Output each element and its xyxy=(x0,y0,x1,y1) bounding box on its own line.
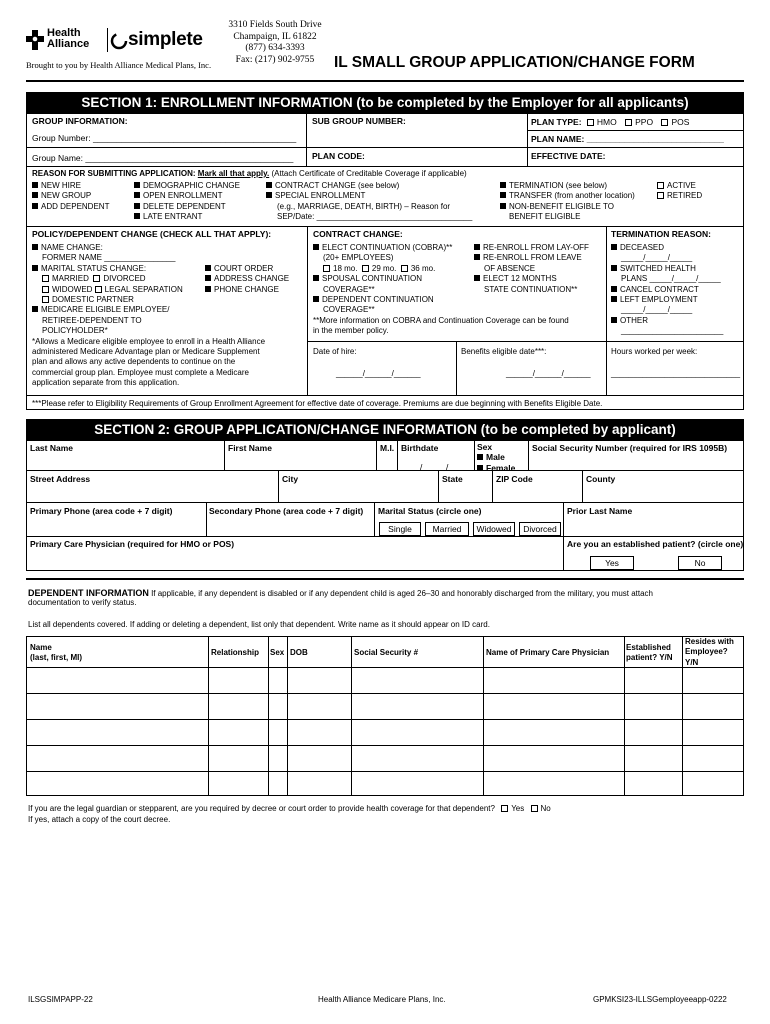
street-address-label: Street Address xyxy=(30,474,91,484)
prior-last-name-label: Prior Last Name xyxy=(567,506,633,516)
plan-pos-checkbox[interactable] xyxy=(661,119,668,126)
col-resides-3: Y/N xyxy=(685,657,699,667)
spousal-coverage-label: COVERAGE** xyxy=(323,284,375,294)
guardian-question xyxy=(28,804,551,814)
tagline: Brought to you by Health Alliance Medical Plans, Inc. xyxy=(26,60,212,70)
established-no-option[interactable]: No xyxy=(678,556,722,570)
col-ssn-header: Social Security # xyxy=(354,648,419,657)
sex-label: Sex xyxy=(477,442,493,452)
date-of-hire-field[interactable]: ______/______/______ xyxy=(336,369,421,378)
col-name-header xyxy=(30,643,82,664)
dependent-title-line2: documentation to verify status. xyxy=(28,598,137,607)
benefits-eligible-field[interactable]: ______/______/______ xyxy=(506,369,591,378)
medicare-note-1: *Allows a Medicare eligible employee to enroll in a Health Alliance xyxy=(32,336,266,346)
left-employment-checkbox[interactable] xyxy=(611,296,617,302)
col-pcp-header: Name of Primary Care Physician xyxy=(486,648,610,657)
contract-change-col-b xyxy=(474,243,589,295)
footer-form-code: ILSGSIMPAPP-22 xyxy=(28,995,93,1004)
medicare-eligible-label-1: MEDICARE ELIGIBLE EMPLOYEE/ xyxy=(41,305,170,315)
group-name-field[interactable]: Group Name: ____________________________________________ xyxy=(32,153,294,163)
date-of-hire-label: Date of hire: xyxy=(313,347,357,356)
medicare-note-3: plan and allows any active dependents to continue on the xyxy=(32,357,236,367)
established-yes-option[interactable]: Yes xyxy=(590,556,634,570)
phone-change-checkbox[interactable] xyxy=(205,286,211,292)
open-enrollment-checkbox[interactable] xyxy=(134,192,140,198)
first-name-label: First Name xyxy=(228,443,272,453)
cobra-label: ELECT CONTINUATION (COBRA)** xyxy=(322,243,453,252)
logo-text-health: Health xyxy=(47,27,81,39)
medicare-note-2: administered Medicare Advantage plan or Medicare Supplement xyxy=(32,347,260,357)
legal-separation-checkbox[interactable] xyxy=(95,286,102,293)
spousal-continuation-checkbox[interactable] xyxy=(313,275,319,281)
switched-health-label: SWITCHED HEALTH xyxy=(620,263,696,273)
footer-doc-id: GPMKSI23-ILLSGemployeeapp-0222 xyxy=(593,995,727,1004)
secondary-phone-label: Secondary Phone (area code + 7 digit) xyxy=(209,506,364,516)
guardian-yes-checkbox[interactable] xyxy=(501,805,508,812)
medicare-note-5: application separate from this application. xyxy=(32,378,180,388)
pcp-label: Primary Care Physician (required for HMO or POS) xyxy=(30,539,235,549)
guardian-yes-label: Yes xyxy=(511,804,525,813)
termination-header: TERMINATION REASON: xyxy=(611,229,711,239)
cobra-29-checkbox[interactable] xyxy=(362,265,369,272)
left-employment-label: LEFT EMPLOYMENT xyxy=(620,295,698,305)
established-patient-label: Are you an established patient? (circle one) xyxy=(567,539,744,549)
plan-type-row xyxy=(531,117,689,127)
effective-date-label: EFFECTIVE DATE: xyxy=(531,151,606,161)
benefit-eligible-label: BENEFIT ELIGIBLE xyxy=(509,212,581,222)
new-group-checkbox[interactable] xyxy=(32,192,38,198)
col-name-2: (last, first, MI) xyxy=(30,653,83,663)
switched-plans-date-field[interactable]: PLANS _____/_____/_____ xyxy=(621,274,721,284)
hours-worked-label: Hours worked per week: xyxy=(611,347,698,356)
active-label: ACTIVE xyxy=(667,181,696,190)
guardian-no-label: No xyxy=(540,804,551,813)
fax-number: Fax: (217) 902-9755 xyxy=(235,55,315,66)
plan-pos-label: POS xyxy=(671,117,690,127)
widowed-checkbox[interactable] xyxy=(42,286,49,293)
delete-dependent-checkbox[interactable] xyxy=(134,203,140,209)
termination-label: TERMINATION (see below) xyxy=(509,181,608,190)
health-alliance-logo xyxy=(26,28,106,56)
reason-header xyxy=(32,169,467,179)
non-benefit-eligible-label: NON-BENEFIT ELIGIBLE TO xyxy=(509,201,614,211)
open-enrollment-label: OPEN ENROLLMENT xyxy=(143,191,223,201)
col-name-1: Name xyxy=(30,643,52,652)
guardian-question-text: If you are the legal guardian or stepparent, are you required by decree or court order to provide health coverage for that dependent? xyxy=(28,804,495,813)
special-enrollment-checkbox[interactable] xyxy=(266,192,272,198)
new-hire-label: NEW HIRE xyxy=(41,181,81,190)
female-label: Female xyxy=(486,462,516,473)
reasons-col3 xyxy=(266,181,472,223)
dependent-continuation-checkbox[interactable] xyxy=(313,296,319,302)
elect-12-months-label: ELECT 12 MONTHS xyxy=(483,274,557,284)
cobra-note-1: **More information on COBRA and Continuation Coverage can be found xyxy=(313,315,569,325)
marital-widowed-option[interactable]: Widowed xyxy=(473,522,515,536)
sub-group-number-label: SUB GROUP NUMBER: xyxy=(312,116,406,126)
cancel-contract-checkbox[interactable] xyxy=(611,286,617,292)
special-enrollment-note: (e.g., MARRIAGE, DEATH, BIRTH) – Reason for xyxy=(277,201,451,211)
male-label: Male xyxy=(486,452,505,463)
contract-change-checkbox[interactable] xyxy=(266,182,272,188)
reenroll-layoff-checkbox[interactable] xyxy=(474,244,480,250)
contract-change-header: CONTRACT CHANGE: xyxy=(313,229,403,239)
special-enrollment-label: SPECIAL ENROLLMENT xyxy=(275,191,366,201)
late-entrant-label: LATE ENTRANT xyxy=(143,212,203,222)
marital-single-option[interactable]: Single xyxy=(379,522,421,536)
address-line-2: Champaign, IL 61822 xyxy=(233,31,317,42)
transfer-label: TRANSFER (from another location) xyxy=(509,191,635,201)
medicare-eligible-checkbox[interactable] xyxy=(32,306,38,312)
dependent-coverage-label: COVERAGE** xyxy=(323,305,375,315)
other-label: OTHER xyxy=(620,315,648,325)
retired-label: RETIRED xyxy=(667,191,703,201)
reenroll-layoff-label: RE-ENROLL FROM LAY-OFF xyxy=(483,243,589,252)
col-established-1: Established xyxy=(626,643,671,652)
plan-hmo-checkbox[interactable] xyxy=(587,119,594,126)
medicare-eligible-label-2: RETIREE-DEPENDENT TO xyxy=(42,315,142,325)
mi-label: M.I. xyxy=(380,443,395,453)
state-continuation-label: STATE CONTINUATION** xyxy=(484,284,578,294)
court-order-checkbox[interactable] xyxy=(205,265,211,271)
benefits-eligible-label: Benefits eligible date***: xyxy=(461,347,547,356)
cobra-18-checkbox[interactable] xyxy=(323,265,330,272)
phone-change-label: PHONE CHANGE xyxy=(214,284,279,294)
retired-checkbox[interactable] xyxy=(657,192,664,199)
new-hire-checkbox[interactable] xyxy=(32,182,38,188)
demographic-change-checkbox[interactable] xyxy=(134,182,140,188)
col-sex-header: Sex xyxy=(270,648,285,657)
former-name-field[interactable]: FORMER NAME ________________ xyxy=(42,253,176,263)
reasons-col2 xyxy=(134,181,240,223)
simplete-swirl-icon xyxy=(110,32,128,50)
col-resides-header xyxy=(685,637,734,668)
reasons-col1 xyxy=(32,181,109,212)
left-employment-date-field[interactable]: _____/_____/_____ xyxy=(621,305,693,315)
termination-checkbox[interactable] xyxy=(500,182,506,188)
logo-text-alliance: Alliance xyxy=(47,38,90,50)
footer-company: Health Alliance Medicare Plans, Inc. xyxy=(318,995,446,1004)
plan-ppo-checkbox[interactable] xyxy=(625,119,632,126)
plan-ppo-label: PPO xyxy=(635,117,654,127)
dependent-continuation-label: DEPENDENT CONTINUATION xyxy=(322,295,434,305)
plan-hmo-label: HMO xyxy=(596,117,617,127)
state-label: State xyxy=(442,474,463,484)
zip-label: ZIP Code xyxy=(496,474,533,484)
group-information-label: GROUP INFORMATION: xyxy=(32,116,128,126)
policy-change-header: POLICY/DEPENDENT CHANGE (CHECK ALL THAT APPLY): xyxy=(32,229,272,239)
simplete-logo xyxy=(110,28,216,54)
elect-12-months-checkbox[interactable] xyxy=(474,275,480,281)
marital-married-option[interactable]: Married xyxy=(425,522,469,536)
sex-block xyxy=(477,442,515,473)
eligibility-note: ***Please refer to Eligibility Requirements of Group Enrollment Agreement for effective date of coverage. Premiums are due beginning with Benefits Eligible Date. xyxy=(32,399,603,408)
widowed-label: WIDOWED xyxy=(52,284,93,294)
reasons-col4 xyxy=(500,181,635,223)
switched-health-checkbox[interactable] xyxy=(611,265,617,271)
domestic-partner-checkbox[interactable] xyxy=(42,296,49,303)
cancel-contract-label: CANCEL CONTRACT xyxy=(620,284,699,294)
plan-type-label: PLAN TYPE: xyxy=(531,117,582,127)
status-col xyxy=(657,181,702,202)
birthdate-field[interactable]: / / xyxy=(420,462,449,472)
marital-status-checkbox[interactable] xyxy=(32,265,38,271)
spousal-continuation-label: SPOUSAL CONTINUATION xyxy=(322,274,423,284)
non-benefit-eligible-checkbox[interactable] xyxy=(500,203,506,209)
address-change-label: ADDRESS CHANGE xyxy=(214,274,290,284)
birthdate-label: Birthdate xyxy=(401,443,439,453)
dependent-list-note: List all dependents covered. If adding or deleting a dependent, list only that dependent. Write name as it should appear on ID card. xyxy=(28,620,490,629)
court-order-label: COURT ORDER xyxy=(214,264,274,273)
marital-status-label-s2: Marital Status (circle one) xyxy=(378,506,482,516)
name-change-checkbox[interactable] xyxy=(32,244,38,250)
cobra-29-label: 29 mo. xyxy=(371,263,397,273)
guardian-no-checkbox[interactable] xyxy=(531,805,538,812)
divorced-label: DIVORCED xyxy=(103,274,146,284)
add-dependent-checkbox[interactable] xyxy=(32,203,38,209)
plan-name-field[interactable]: PLAN NAME: _____________________________ xyxy=(531,134,724,144)
cobra-note-2: in the member policy. xyxy=(313,326,389,336)
col-resides-2: Employee? xyxy=(685,647,728,657)
reason-mark: Mark all that apply. xyxy=(197,169,270,178)
marital-status-label: MARITAL STATUS CHANGE: xyxy=(41,263,147,273)
col-relationship-header: Relationship xyxy=(211,648,260,657)
medicare-note-4: commercial group plan. Employee must complete a Medicare xyxy=(32,367,249,377)
medicare-eligible-label-3: POLICYHOLDER* xyxy=(42,326,108,336)
health-alliance-cross-icon xyxy=(26,30,44,50)
section2-title: SECTION 2: GROUP APPLICATION/CHANGE INFORMATION (to be completed by applicant) xyxy=(26,419,744,440)
reenroll-leave-checkbox[interactable] xyxy=(474,254,480,260)
deceased-date-field[interactable]: _____/_____/_____ xyxy=(621,253,693,263)
deceased-checkbox[interactable] xyxy=(611,244,617,250)
col-established-header xyxy=(626,643,673,664)
phone-number: (877) 634-3393 xyxy=(245,43,305,54)
primary-phone-label: Primary Phone (area code + 7 digit) xyxy=(30,506,173,516)
sep-date-field[interactable]: SEP/Date: ___________________________________ xyxy=(277,212,473,222)
section1-title: SECTION 1: ENROLLMENT INFORMATION (to be completed by the Employer for all applicants) xyxy=(26,92,744,113)
col-established-2: patient? Y/N xyxy=(626,653,673,663)
guardian-note: If yes, attach a copy of the court decree. xyxy=(28,815,171,824)
contact-block xyxy=(222,20,328,67)
form-title: IL SMALL GROUP APPLICATION/CHANGE FORM xyxy=(334,54,695,71)
legal-separation-label: LEGAL SEPARATION xyxy=(104,284,183,294)
reason-bold: REASON FOR SUBMITTING APPLICATION: xyxy=(32,169,196,178)
cobra-36-checkbox[interactable] xyxy=(401,265,408,272)
divorced-checkbox[interactable] xyxy=(93,275,100,282)
demographic-change-label: DEMOGRAPHIC CHANGE xyxy=(143,181,240,190)
female-checkbox[interactable] xyxy=(477,465,483,471)
reason-note: (Attach Certificate of Creditable Coverage if applicable) xyxy=(271,169,467,178)
policy-change-col-b xyxy=(205,264,289,295)
hours-worked-field[interactable]: _____________________________ xyxy=(611,369,741,378)
plan-code-label: PLAN CODE: xyxy=(312,151,365,161)
marital-divorced-option[interactable]: Divorced xyxy=(519,522,561,536)
delete-dependent-label: DELETE DEPENDENT xyxy=(143,201,226,211)
deceased-label: DECEASED xyxy=(620,243,665,252)
address-change-checkbox[interactable] xyxy=(205,275,211,281)
termination-col xyxy=(611,243,723,337)
dependent-title: DEPENDENT INFORMATION xyxy=(28,588,149,598)
domestic-partner-label: DOMESTIC PARTNER xyxy=(52,295,134,305)
cobra-18-label: 18 mo. xyxy=(333,263,358,273)
dependent-title-rest: If applicable, if any dependent is disabled or if any dependent child is aged 26–30 and honorably discharged from the military, you must attach xyxy=(148,589,654,598)
group-number-field[interactable]: Group Number: ___________________________________________ xyxy=(32,133,297,143)
male-checkbox[interactable] xyxy=(477,454,483,460)
transfer-checkbox[interactable] xyxy=(500,192,506,198)
add-dependent-label: ADD DEPENDENT xyxy=(41,201,110,211)
address-line-1: 3310 Fields South Drive xyxy=(228,20,322,30)
married-label: MARRIED xyxy=(52,274,89,284)
reenroll-leave-label: RE-ENROLL FROM LEAVE xyxy=(483,253,582,263)
col-dob-header: DOB xyxy=(290,648,308,657)
other-reason-field[interactable]: _______________________ xyxy=(621,326,724,336)
other-checkbox[interactable] xyxy=(611,317,617,323)
cobra-36-label: 36 mo. xyxy=(410,263,436,273)
col-resides-1: Resides with xyxy=(685,637,734,646)
city-label: City xyxy=(282,474,299,484)
county-label: County xyxy=(586,474,616,484)
ssn-label: Social Security Number (required for IRS 1095B) xyxy=(532,443,728,453)
contract-change-label: CONTRACT CHANGE (see below) xyxy=(275,181,400,190)
late-entrant-checkbox[interactable] xyxy=(134,213,140,219)
married-checkbox[interactable] xyxy=(42,275,49,282)
active-checkbox[interactable] xyxy=(657,182,664,189)
new-group-label: NEW GROUP xyxy=(41,191,92,201)
last-name-label: Last Name xyxy=(30,443,73,453)
cobra-employees-label: (20+ EMPLOYEES) xyxy=(323,253,394,263)
leave-of-absence-label: OF ABSENCE xyxy=(484,263,536,273)
cobra-checkbox[interactable] xyxy=(313,244,319,250)
name-change-label: NAME CHANGE: xyxy=(41,243,103,252)
logo-text-simplete: simplete xyxy=(128,29,203,50)
